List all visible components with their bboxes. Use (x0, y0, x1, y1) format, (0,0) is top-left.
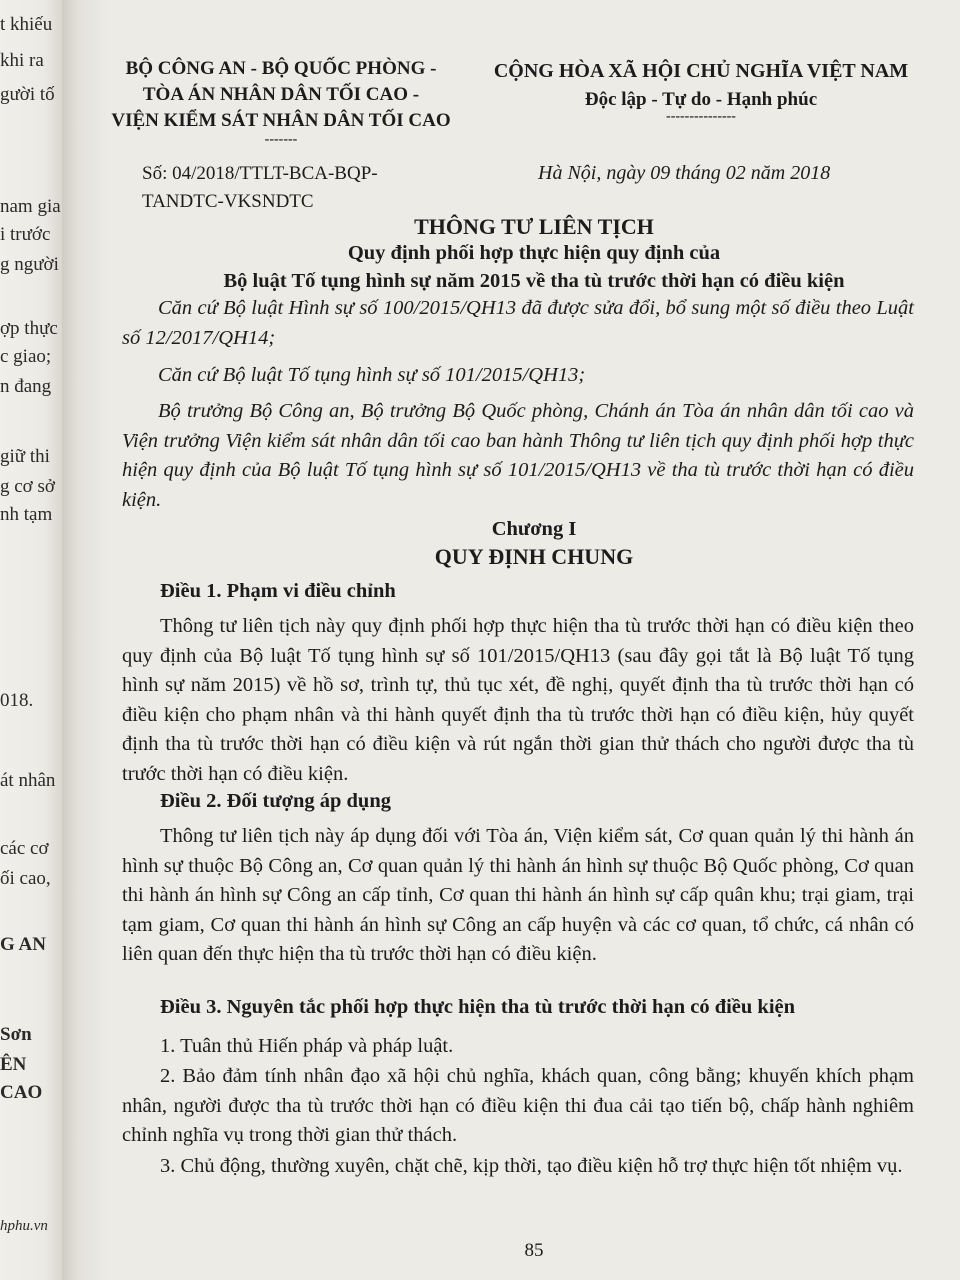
issuing-agencies (110, 58, 452, 148)
previous-page-fragment: 018. (0, 690, 34, 711)
agency-underline: ------- (264, 132, 298, 147)
motto: Độc lập - Tự do - Hạnh phúc (584, 89, 818, 110)
previous-page-fragment: khi ra (0, 50, 44, 71)
previous-page-fragment: ợp thực (0, 318, 58, 339)
article-3-heading: Điều 3. Nguyên tắc phối hợp thực hiện tha tù trước thời hạn có điều kiện (160, 996, 796, 1018)
previous-page-fragment: ối cao, (0, 868, 51, 889)
previous-page-fragment: c giao; (0, 346, 52, 367)
document-subtitle-2: Bộ luật Tố tụng hình sự năm 2015 về tha tù trước thời hạn có điều kiện (223, 270, 845, 292)
preamble-paragraph-1: Căn cứ Bộ luật Hình sự số 100/2015/QH13 đã được sửa đổi, bổ sung một số điều theo Luật số 12/2017/QH14; (122, 297, 914, 349)
document-title: THÔNG TƯ LIÊN TỊCH (414, 214, 654, 239)
previous-page-fragment: nh tạm (0, 504, 53, 525)
previous-page-fragment: G AN (0, 934, 46, 955)
article-1-body: Thông tư liên tịch này quy định phối hợp thực hiện tha tù trước thời hạn có điều kiện theo quy định của Bộ luật Tố tụng hình sự số 101/2015/QH13 (sau đây gọi tắt là Bộ luật Tố tụng hình sự năm 2015) về hồ sơ, trình tự, thủ tục xét, đề nghị, quyết định tha tù trước thời hạn có điều kiện cho phạm nhân và thi hành quyết định tha tù trước thời hạn có điều kiện, hủy quyết định tha tù trước thời hạn có điều kiện và rút ngắn thời gian thử thách cho người được tha tù trước thời hạn có điều kiện. (122, 615, 914, 785)
previous-page-fragment: n đang (0, 376, 52, 397)
chapter-name: QUY ĐỊNH CHUNG (434, 544, 634, 569)
agency-line-1: BỘ CÔNG AN - BỘ QUỐC PHÒNG - (125, 58, 437, 79)
previous-page-fragment: t khiếu (0, 14, 53, 35)
article-1-heading: Điều 1. Phạm vi điều chỉnh (160, 580, 396, 602)
previous-page-fragment: CAO (0, 1082, 43, 1103)
article-2-heading: Điều 2. Đối tượng áp dụng (160, 790, 391, 812)
article-3-item-3: 3. Chủ động, thường xuyên, chặt chẽ, kịp thời, tạo điều kiện hỗ trợ thực hiện tốt nhiệm vụ. (160, 1155, 903, 1177)
article-3-item-2: 2. Bảo đảm tính nhân đạo xã hội chủ nghĩa, khách quan, công bằng; khuyến khích phạm nhân, người được tha tù trước thời hạn có điều kiện thi đua cải tạo tiến bộ, chấp hành nghiêm chỉnh nghĩa vụ trong thời gian thử thách. (122, 1065, 914, 1146)
document-subtitle-1: Quy định phối hợp thực hiện quy định của (347, 242, 721, 264)
page-number: 85 (524, 1240, 544, 1261)
previous-page-fragment: i trước (0, 224, 51, 245)
document-page (108, 0, 960, 1280)
place-and-date: Hà Nội, ngày 09 tháng 02 năm 2018 (538, 162, 831, 184)
previous-page-fragment: g cơ sở (0, 476, 55, 497)
preamble-paragraph-2: Căn cứ Bộ luật Tố tụng hình sự số 101/2015/QH13; (158, 364, 586, 386)
previous-page-fragment: át nhân (0, 770, 56, 791)
agency-line-3: VIỆN KIỂM SÁT NHÂN DÂN TỐI CAO (111, 110, 451, 131)
previous-page-fragment: gười tố (0, 84, 55, 105)
agency-line-2: TÒA ÁN NHÂN DÂN TỐI CAO - (142, 84, 420, 105)
previous-page-fragment: nam gia (0, 196, 61, 217)
previous-page-fragment: các cơ (0, 838, 49, 859)
preamble-paragraph-3: Bộ trưởng Bộ Công an, Bộ trưởng Bộ Quốc phòng, Chánh án Tòa án nhân dân tối cao và Viện trưởng Viện kiểm sát nhân dân tối cao ban hành Thông tư liên tịch quy định phối hợp thực hiện quy định của Bộ luật Tố tụng hình sự số 101/2015/QH13 về tha tù trước thời hạn có điều kiện. (122, 400, 914, 511)
previous-page-fragment: Sơn (0, 1024, 32, 1045)
national-motto (464, 60, 938, 125)
previous-page-fragment: hphu.vn (0, 1218, 48, 1234)
document-number-line-1: Số: 04/2018/TTLT-BCA-BQP- (142, 163, 378, 184)
previous-page-fragment: ÊN (0, 1054, 27, 1075)
article-3-item-1: 1. Tuân thủ Hiến pháp và pháp luật. (160, 1035, 454, 1057)
article-2-body: Thông tư liên tịch này áp dụng đối với Tòa án, Viện kiểm sát, Cơ quan quản lý thi hành án hình sự thuộc Bộ Công an, Cơ quan quản lý thi hành án hình sự thuộc Bộ Quốc phòng, Cơ quan thi hành án hình sự Công an cấp tỉnh, Cơ quan thi hành án hình sự cấp quân khu; trại giam, trại tạm giam, Cơ quan thi hành án hình sự Công an cấp huyện và các cơ quan, tổ chức, cá nhân có liên quan đến thực hiện tha tù trước thời hạn có điều kiện. (122, 825, 914, 965)
previous-page-edge (0, 0, 62, 1280)
previous-page-fragment: giữ thi (0, 446, 50, 467)
motto-underline: --------------- (666, 109, 736, 124)
chapter-number: Chương I (491, 518, 577, 540)
book-gutter (62, 0, 108, 1280)
previous-page-fragment: g người (0, 254, 59, 275)
country-name: CỘNG HÒA XÃ HỘI CHỦ NGHĨA VIỆT NAM (493, 60, 909, 82)
document-number (142, 160, 378, 216)
document-number-line-2: TANDTC-VKSNDTC (142, 191, 314, 212)
